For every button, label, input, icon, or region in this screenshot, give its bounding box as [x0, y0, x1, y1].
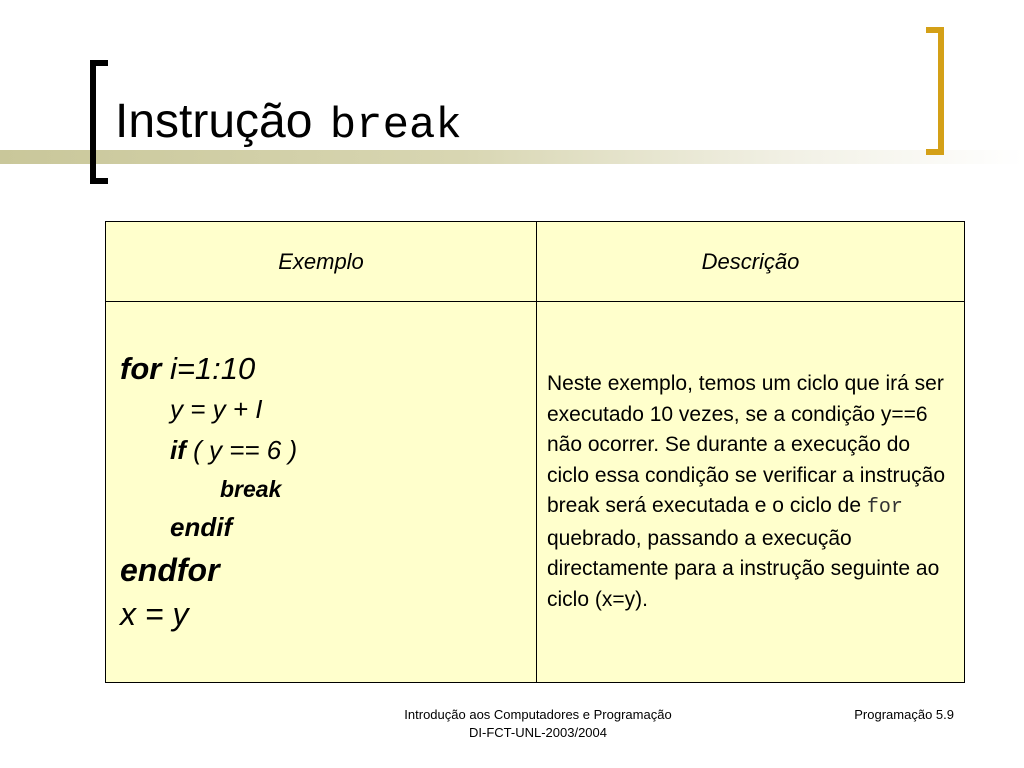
header-descricao: Descrição [537, 222, 965, 302]
description-part-2: quebrado, passando a execução directamente para a instrução seguinte ao ciclo (x=y). [547, 526, 940, 611]
code-line-assign: y = y + I [170, 394, 263, 424]
code-for-range: i=1:10 [161, 351, 256, 386]
code-line-endfor [120, 548, 536, 592]
code-line-final-assign: x = y [120, 596, 189, 632]
code-keyword-break: break [220, 476, 282, 502]
header-exemplo: Exemplo [106, 222, 537, 302]
table-row [106, 302, 965, 683]
slide-title-text: Instrução [115, 95, 313, 148]
code-line-if [120, 430, 536, 471]
code-keyword-endif: endif [170, 512, 233, 542]
code-line-for [120, 348, 536, 389]
slide-title [115, 95, 462, 151]
description-part-1: Neste exemplo, temos um ciclo que irá ser executado 10 vezes, se a condição y==6 não ocorrer. Se durante a execução do ciclo essa condição se verificar a instrução break será executada e o ciclo de [547, 372, 946, 517]
footer-slide-number: Programação 5.9 [854, 707, 954, 722]
footer-course: Introdução aos Computadores e Programação [404, 707, 672, 722]
left-bracket-decoration [90, 60, 108, 184]
example-table [105, 221, 965, 683]
table-header-row [106, 222, 965, 302]
code-keyword-endfor: endfor [120, 552, 220, 588]
description-text [547, 369, 954, 615]
code-keyword-if: if [170, 435, 186, 465]
code-line-endif [120, 507, 536, 548]
code-example-cell [106, 302, 537, 683]
right-bracket-decoration [926, 27, 944, 155]
code-line-break [120, 471, 536, 507]
footer-course-info [380, 706, 696, 742]
title-decoration-band [0, 150, 1024, 164]
footer-department: DI-FCT-UNL-2003/2004 [469, 725, 607, 740]
slide-title-code: break [329, 101, 462, 151]
description-code-word: for [866, 496, 903, 519]
description-cell [537, 302, 965, 683]
code-keyword-for: for [120, 351, 162, 386]
code-if-condition: ( y == 6 ) [185, 435, 298, 465]
